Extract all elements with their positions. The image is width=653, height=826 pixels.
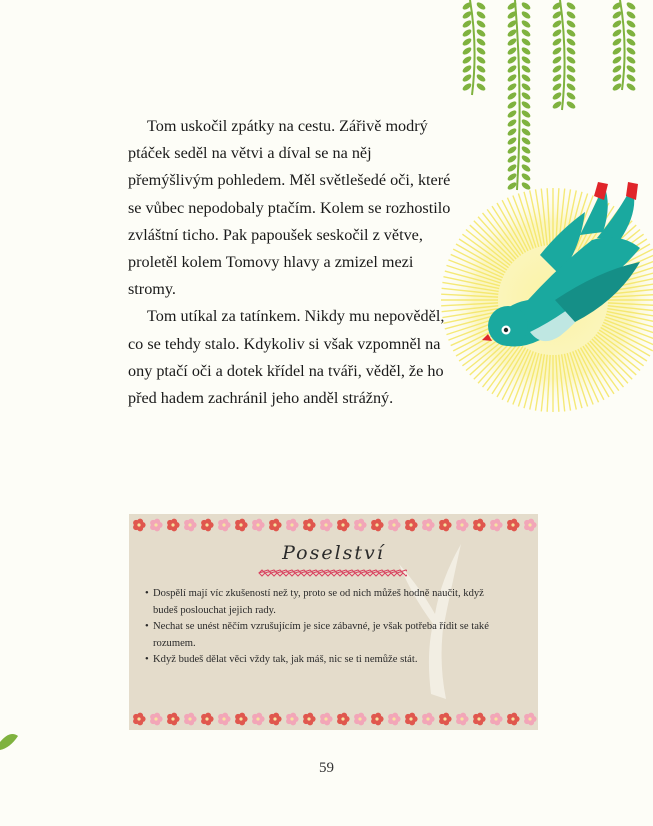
page-number: 59 xyxy=(319,760,334,776)
story-paragraph-1: Tom uskočil zpátky na cestu. Zářivě modrý ptáček seděl na větvi a díval se na něj přemýšlivým pohledem. Měl světlešedé oči, které se vůbec nepodobaly ptačím. Kolem se rozhostilo zvláštní ticho. Pak papoušek seskočil z větve, proletěl kolem Tomovy hlavy a zmizel mezi stromy. xyxy=(128,117,451,299)
message-item: • Když budeš dělat věci vždy tak, jak máš, nic se ti nemůže stát. xyxy=(145,652,505,669)
zigzag-rule xyxy=(257,569,407,577)
story-paragraph-2: Tom utíkal za tatínkem. Nikdy mu nepověděl, co se tehdy stalo. Kdykoliv si však vzpomněl na ony ptačí oči a dotek křídel na tváři, věděl, že ho před hadem zachránil jeho anděl strážný. xyxy=(128,307,445,408)
leaf-edge xyxy=(0,734,18,750)
vine-leaves xyxy=(461,0,636,191)
message-box xyxy=(129,514,538,730)
message-item: • Nechat se unést něčím vzrušujícím je sice zábavné, je však potřeba řídit se také rozumem. xyxy=(145,619,505,652)
flower-border-top xyxy=(129,514,538,536)
message-item: • Dospělí mají víc zkušeností než ty, proto se od nich můžeš hodně naučit, když budeš poslouchat jejich rady. xyxy=(145,586,505,619)
story-text xyxy=(128,113,458,412)
flower-border-bottom xyxy=(129,708,538,730)
box-title: Poselství xyxy=(282,542,385,564)
message-list xyxy=(145,586,505,669)
